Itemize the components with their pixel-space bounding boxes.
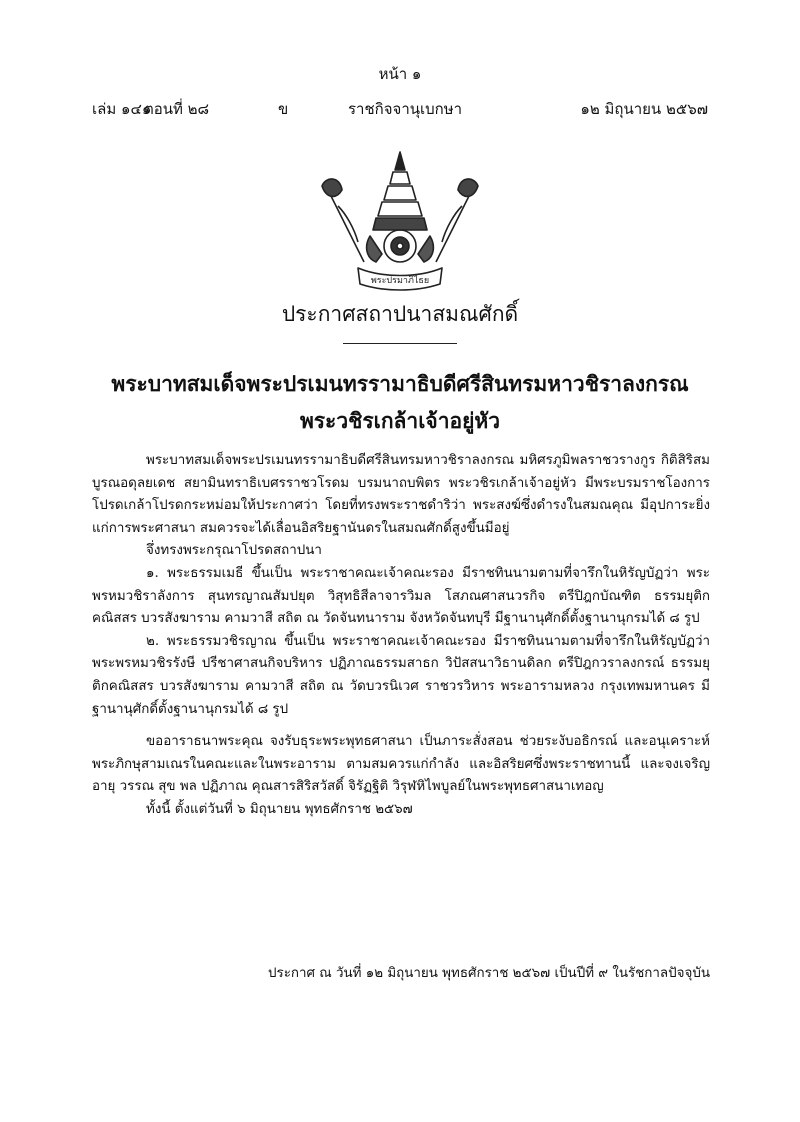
part-letter: ข bbox=[278, 100, 289, 118]
blessing-paragraph: ขออาราธนาพระคุณ จงรับธุระพระพุทธศาสนา เป็นภาระสั่งสอน ช่วยระงับอธิกรณ์ และอนุเคราะห์พระภิกษุสามเณรในคณะและในพระอาราม ตามสมควรแก่กำลัง และอิสริยศซึ่งพระราชทานนี้ และจงเจริญอายุ วรรณ สุข พล ปฏิภาณ คุณสารสิริสวัสดิ์ จิรัฏฐิติ วิรุฬหิไพบูลย์ในพระพุทธศาสนาเทอญ bbox=[92, 734, 710, 795]
title-divider bbox=[343, 343, 457, 344]
gazette-name: ราชกิจจานุเบกษา bbox=[348, 100, 463, 118]
announcement-body bbox=[92, 450, 710, 822]
issue-date: ๑๒ มิถุนายน ๒๕๖๗ bbox=[580, 100, 708, 118]
announcement-title: ประกาศสถาปนาสมณศักดิ์ bbox=[281, 302, 519, 326]
page-number: หน้า ๑ bbox=[378, 65, 422, 83]
effective-date: ทั้งนี้ ตั้งแต่วันที่ ๖ มิถุนายน พุทธศักราช ๒๕๖๗ bbox=[146, 801, 413, 817]
royal-name-line-1: พระบาทสมเด็จพระปรเมนทรรามาธิบดีศรีสินทรมหาวชิราลงกรณ bbox=[111, 371, 689, 396]
appointment-paragraph: จึ่งทรงพระกรุณาโปรดสถาปนา bbox=[146, 543, 322, 559]
volume-number: เล่ม ๑๔๑ bbox=[92, 100, 152, 118]
intro-paragraph: พระบาทสมเด็จพระปรเมนทรรามาธิบดีศรีสินทรมหาวชิราลงกรณ มหิศรภูมิพลราชวรางกูร กิติสิริสมบูรณอดุลยเดช สยามินทราธิเบศรราชวโรดม บรมนาถบพิตร พระวชิรเกล้าเจ้าอยู่หัว มีพระบรมราชโองการโปรดเกล้าโปรดกระหม่อมให้ประกาศว่า โดยที่ทรงพระราชดำริว่า พระสงฆ์ซึ่งดำรงในสมณคุณ มีอุปการะยิ่งแก่การพระศาสนา สมควรจะได้เลื่อนอิสริยฐานันดรในสมณศักดิ์สูงขึ้นมีอยู่ bbox=[92, 453, 710, 536]
appointment-item-2: ๒. พระธรรมวชิรญาณ ขึ้นเป็น พระราชาคณะเจ้าคณะรอง มีราชทินนามตามที่จารึกในหิรัญบัฏว่า พระพรหมวชิรรังษี ปรีชาศาสนกิจบริหาร ปฏิภาณธรรมสาธก วิปัสสนาวิธานดิลก ตรีปิฎกวราลงกรณ์ ธรรมยุติกคณิสสร บวรสังฆาราม คามวาสี สถิต ณ วัดบวรนิเวศ ราชวรวิหาร พระอารามหลวง กรุงเทพมหานคร มีฐานานุศักดิ์ตั้งฐานานุกรมได้ ๘ รูป bbox=[92, 633, 710, 717]
royal-name-line-2: พระวชิรเกล้าเจ้าอยู่หัว bbox=[299, 408, 501, 433]
royal-emblem-icon bbox=[312, 150, 488, 292]
section-number: ตอนที่ ๒๘ bbox=[144, 100, 210, 118]
announcement-date-line: ประกาศ ณ วันที่ ๑๒ มิถุนายน พุทธศักราช ๒๕๖๗ เป็นปีที่ ๙ ในรัชกาลปัจจุบัน bbox=[268, 966, 710, 981]
appointment-item-1: ๑. พระธรรมเมธี ขึ้นเป็น พระราชาคณะเจ้าคณะรอง มีราชทินนามตามที่จารึกในหิรัญบัฏว่า พระพรหมวชิราลังการ สุนทรญาณสัมปยุต วิสุทธิสีลาจารวิมล โสภณศาสนวรกิจ ตรีปิฎกบัณฑิต ธรรมยุติกคณิสสร บวรสังฆาราม คามวาสี สถิต ณ วัดจันทนาราม จังหวัดจันทบุรี มีฐานานุศักดิ์ตั้งฐานานุกรมได้ ๘ รูป bbox=[92, 565, 710, 627]
emblem-inscription: พระปรมาภิไธย bbox=[370, 276, 430, 286]
gazette-header bbox=[92, 97, 708, 121]
